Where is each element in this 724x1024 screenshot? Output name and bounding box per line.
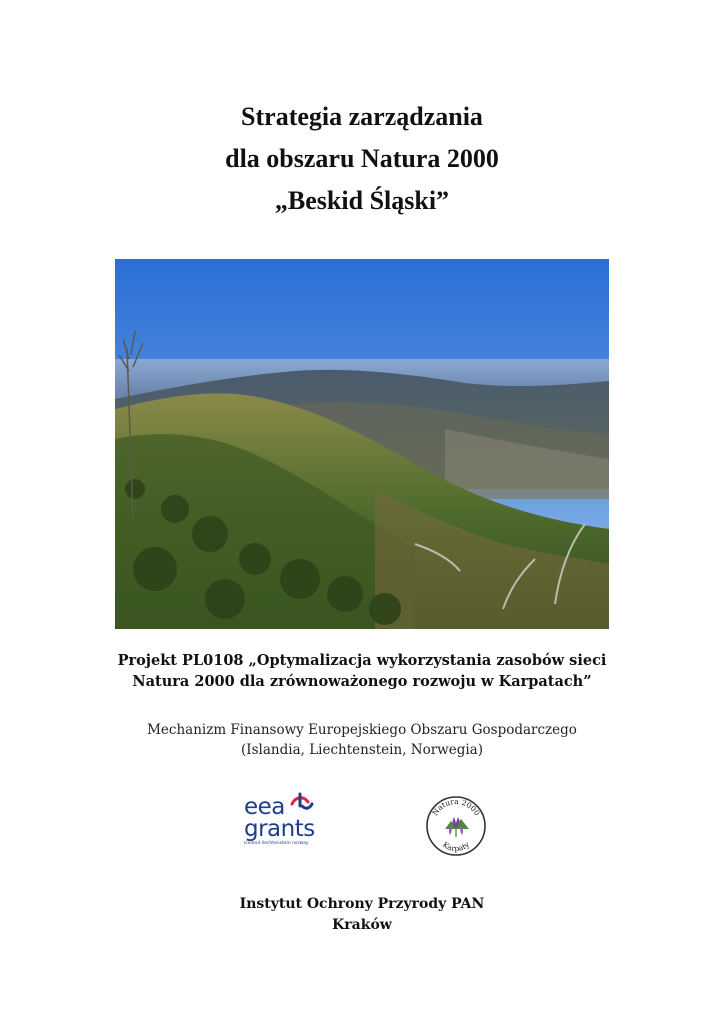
natura-logo-top-text: Natura 2000 bbox=[430, 796, 482, 818]
document-title bbox=[0, 96, 724, 222]
eea-cross-icon bbox=[288, 792, 314, 814]
institute-name: Instytut Ochrony Przyrody PAN bbox=[239, 896, 485, 912]
natura-2000-karpaty-logo bbox=[425, 795, 487, 857]
eea-logo-tagline: iceland liechtenstein norway bbox=[244, 841, 309, 846]
mechanism-line-2: (Islandia, Liechtenstein, Norwegia) bbox=[241, 742, 483, 758]
project-line-1: Projekt PL0108 „Optymalizacja wykorzystania zasobów sieci bbox=[117, 652, 607, 669]
institute-city: Kraków bbox=[332, 917, 392, 933]
eea-logo-word-2: grants bbox=[244, 816, 315, 842]
eea-grants-logo bbox=[244, 796, 324, 852]
mechanism-line-1: Mechanizm Finansowy Europejskiego Obszaru Gospodarczego bbox=[147, 722, 577, 738]
title-line-3: „Beskid Śląski” bbox=[274, 186, 450, 215]
funding-mechanism bbox=[0, 720, 724, 760]
eea-logo-word-1: eea bbox=[244, 794, 285, 820]
title-line-1: Strategia zarządzania bbox=[241, 102, 483, 131]
project-description bbox=[0, 650, 724, 692]
partner-logos bbox=[0, 790, 724, 860]
title-line-2: dla obszaru Natura 2000 bbox=[225, 144, 499, 173]
project-line-2: Natura 2000 dla zrównoważonego rozwoju w Karpatach” bbox=[132, 673, 592, 690]
mountain-landscape-photo bbox=[115, 259, 609, 629]
natura-logo-bottom-text: Karpaty bbox=[440, 839, 472, 854]
publisher-institute bbox=[0, 894, 724, 936]
